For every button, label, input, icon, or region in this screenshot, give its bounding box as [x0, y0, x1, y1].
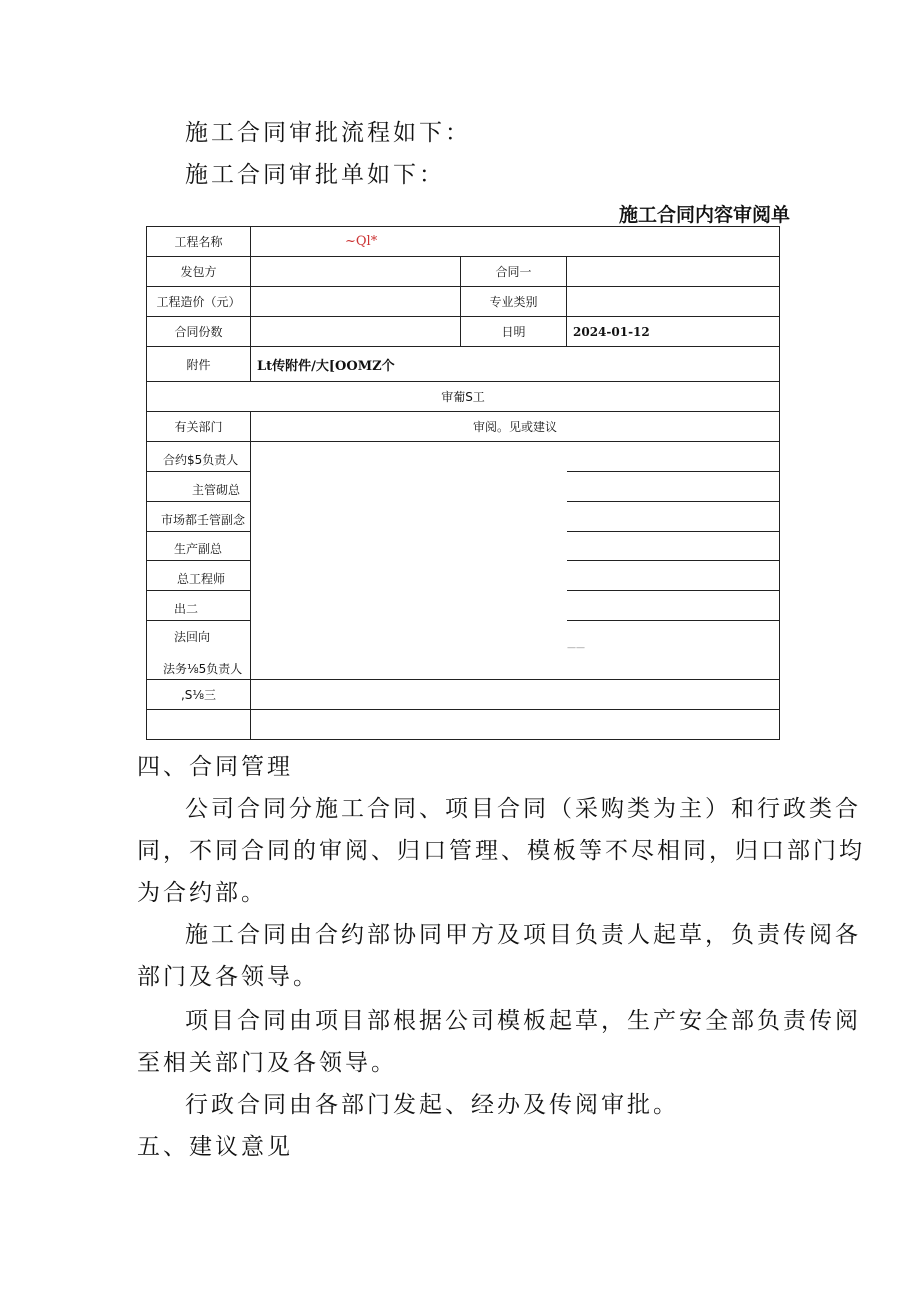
row-empty — [147, 710, 780, 740]
intro-flow-line: 施工合同审批流程如下： — [185, 120, 471, 146]
reviewer-underline — [147, 560, 250, 561]
reviewer-label: 生产副总 — [174, 542, 223, 556]
reviewer-underline — [147, 471, 250, 472]
section4-paragraph-line: 行政合同由各部门发起、经办及传阅审批。 — [185, 1092, 679, 1118]
attachment-value: Lt传附件/大[OOMZ个 — [257, 358, 395, 374]
contract-value — [567, 257, 780, 287]
category-value — [567, 287, 780, 317]
empty-cell — [251, 710, 780, 740]
date-value — [567, 317, 780, 347]
section4-paragraph-line: 施工合同由合约部协同甲方及项目负责人起草，负责传阅各 — [185, 922, 861, 948]
row-contractor — [147, 257, 780, 287]
row-copies — [147, 317, 780, 347]
row-project-name — [147, 227, 780, 257]
project-name-label: 工程名称 — [147, 227, 251, 257]
contract-label: 合同一 — [461, 257, 567, 287]
reviewer-underline — [147, 501, 250, 502]
reviewer-label: 主管砌总 — [192, 483, 241, 497]
date-label: 日明 — [461, 317, 567, 347]
reviewer-label: 合约$5负责人 — [163, 453, 239, 467]
empty-cell — [147, 710, 251, 740]
row-cost — [147, 287, 780, 317]
contractor-value — [251, 257, 461, 287]
section4-paragraph-line: 为合约部。 — [137, 880, 267, 906]
row-reviewers — [147, 442, 780, 680]
opinion-line — [567, 620, 780, 621]
reviewer-underline — [147, 531, 250, 532]
attachment-cell — [251, 347, 780, 382]
reviewer-label: 法回向 — [174, 630, 211, 644]
section4-paragraph-line: 项目合同由项目部根据公司模板起草，生产安全部负责传阅 — [185, 1008, 861, 1034]
dept-label: 有关部门 — [147, 412, 251, 442]
form-title: 施工合同内容审阅单 — [618, 204, 790, 226]
date-text: 2024-01-12 — [573, 324, 650, 339]
reviewers-divider — [250, 442, 251, 679]
contractor-label: 发包方 — [147, 257, 251, 287]
copies-label: 合同份数 — [147, 317, 251, 347]
row-section-header — [147, 382, 780, 412]
project-name-value: ~Ql* — [345, 234, 378, 249]
reviewer-underline — [147, 590, 250, 591]
section5-heading: 五、建议意见 — [137, 1134, 293, 1160]
cost-label: 工程造价（元） — [147, 287, 251, 317]
last-value — [251, 680, 780, 710]
opinion-line — [567, 531, 780, 532]
last-label: ,S⅛三 — [147, 680, 251, 710]
reviewers-block — [147, 442, 780, 680]
opinion-label: 审阅。见或建议 — [251, 412, 780, 442]
reviewer-label: 总工程师 — [177, 572, 226, 586]
category-label: 专业类别 — [461, 287, 567, 317]
section4-paragraph-line: 至相关部门及各领导。 — [137, 1050, 397, 1076]
opinion-line — [567, 560, 780, 561]
section-header: 审葡S工 — [147, 382, 780, 412]
reviewer-label: 法务⅛5负责人 — [163, 662, 243, 676]
section4-heading: 四、合同管理 — [137, 754, 293, 780]
opinion-line — [567, 501, 780, 502]
reviewer-label: 出二 — [174, 602, 199, 616]
opinion-line — [567, 471, 780, 472]
cost-value — [251, 287, 461, 317]
opinion-line — [567, 590, 780, 591]
project-name-cell — [251, 227, 780, 257]
row-attachment — [147, 347, 780, 382]
row-dept-header — [147, 412, 780, 442]
section4-paragraph-line: 公司合同分施工合同、项目合同（采购类为主）和行政类合 — [185, 796, 861, 822]
review-form-table — [146, 226, 780, 740]
row-last — [147, 680, 780, 710]
copies-value — [251, 317, 461, 347]
attachment-label: 附件 — [147, 347, 251, 382]
reviewer-label: 市场都壬管副念 — [161, 513, 246, 527]
intro-form-line: 施工合同审批单如下： — [185, 162, 445, 188]
section4-paragraph-line: 同，不同合同的审阅、归口管理、模板等不尽相同，归口部门均 — [137, 838, 865, 864]
reviewer-underline — [147, 620, 250, 621]
review-dash: —— — [567, 643, 585, 653]
section4-paragraph-line: 部门及各领导。 — [137, 964, 319, 990]
